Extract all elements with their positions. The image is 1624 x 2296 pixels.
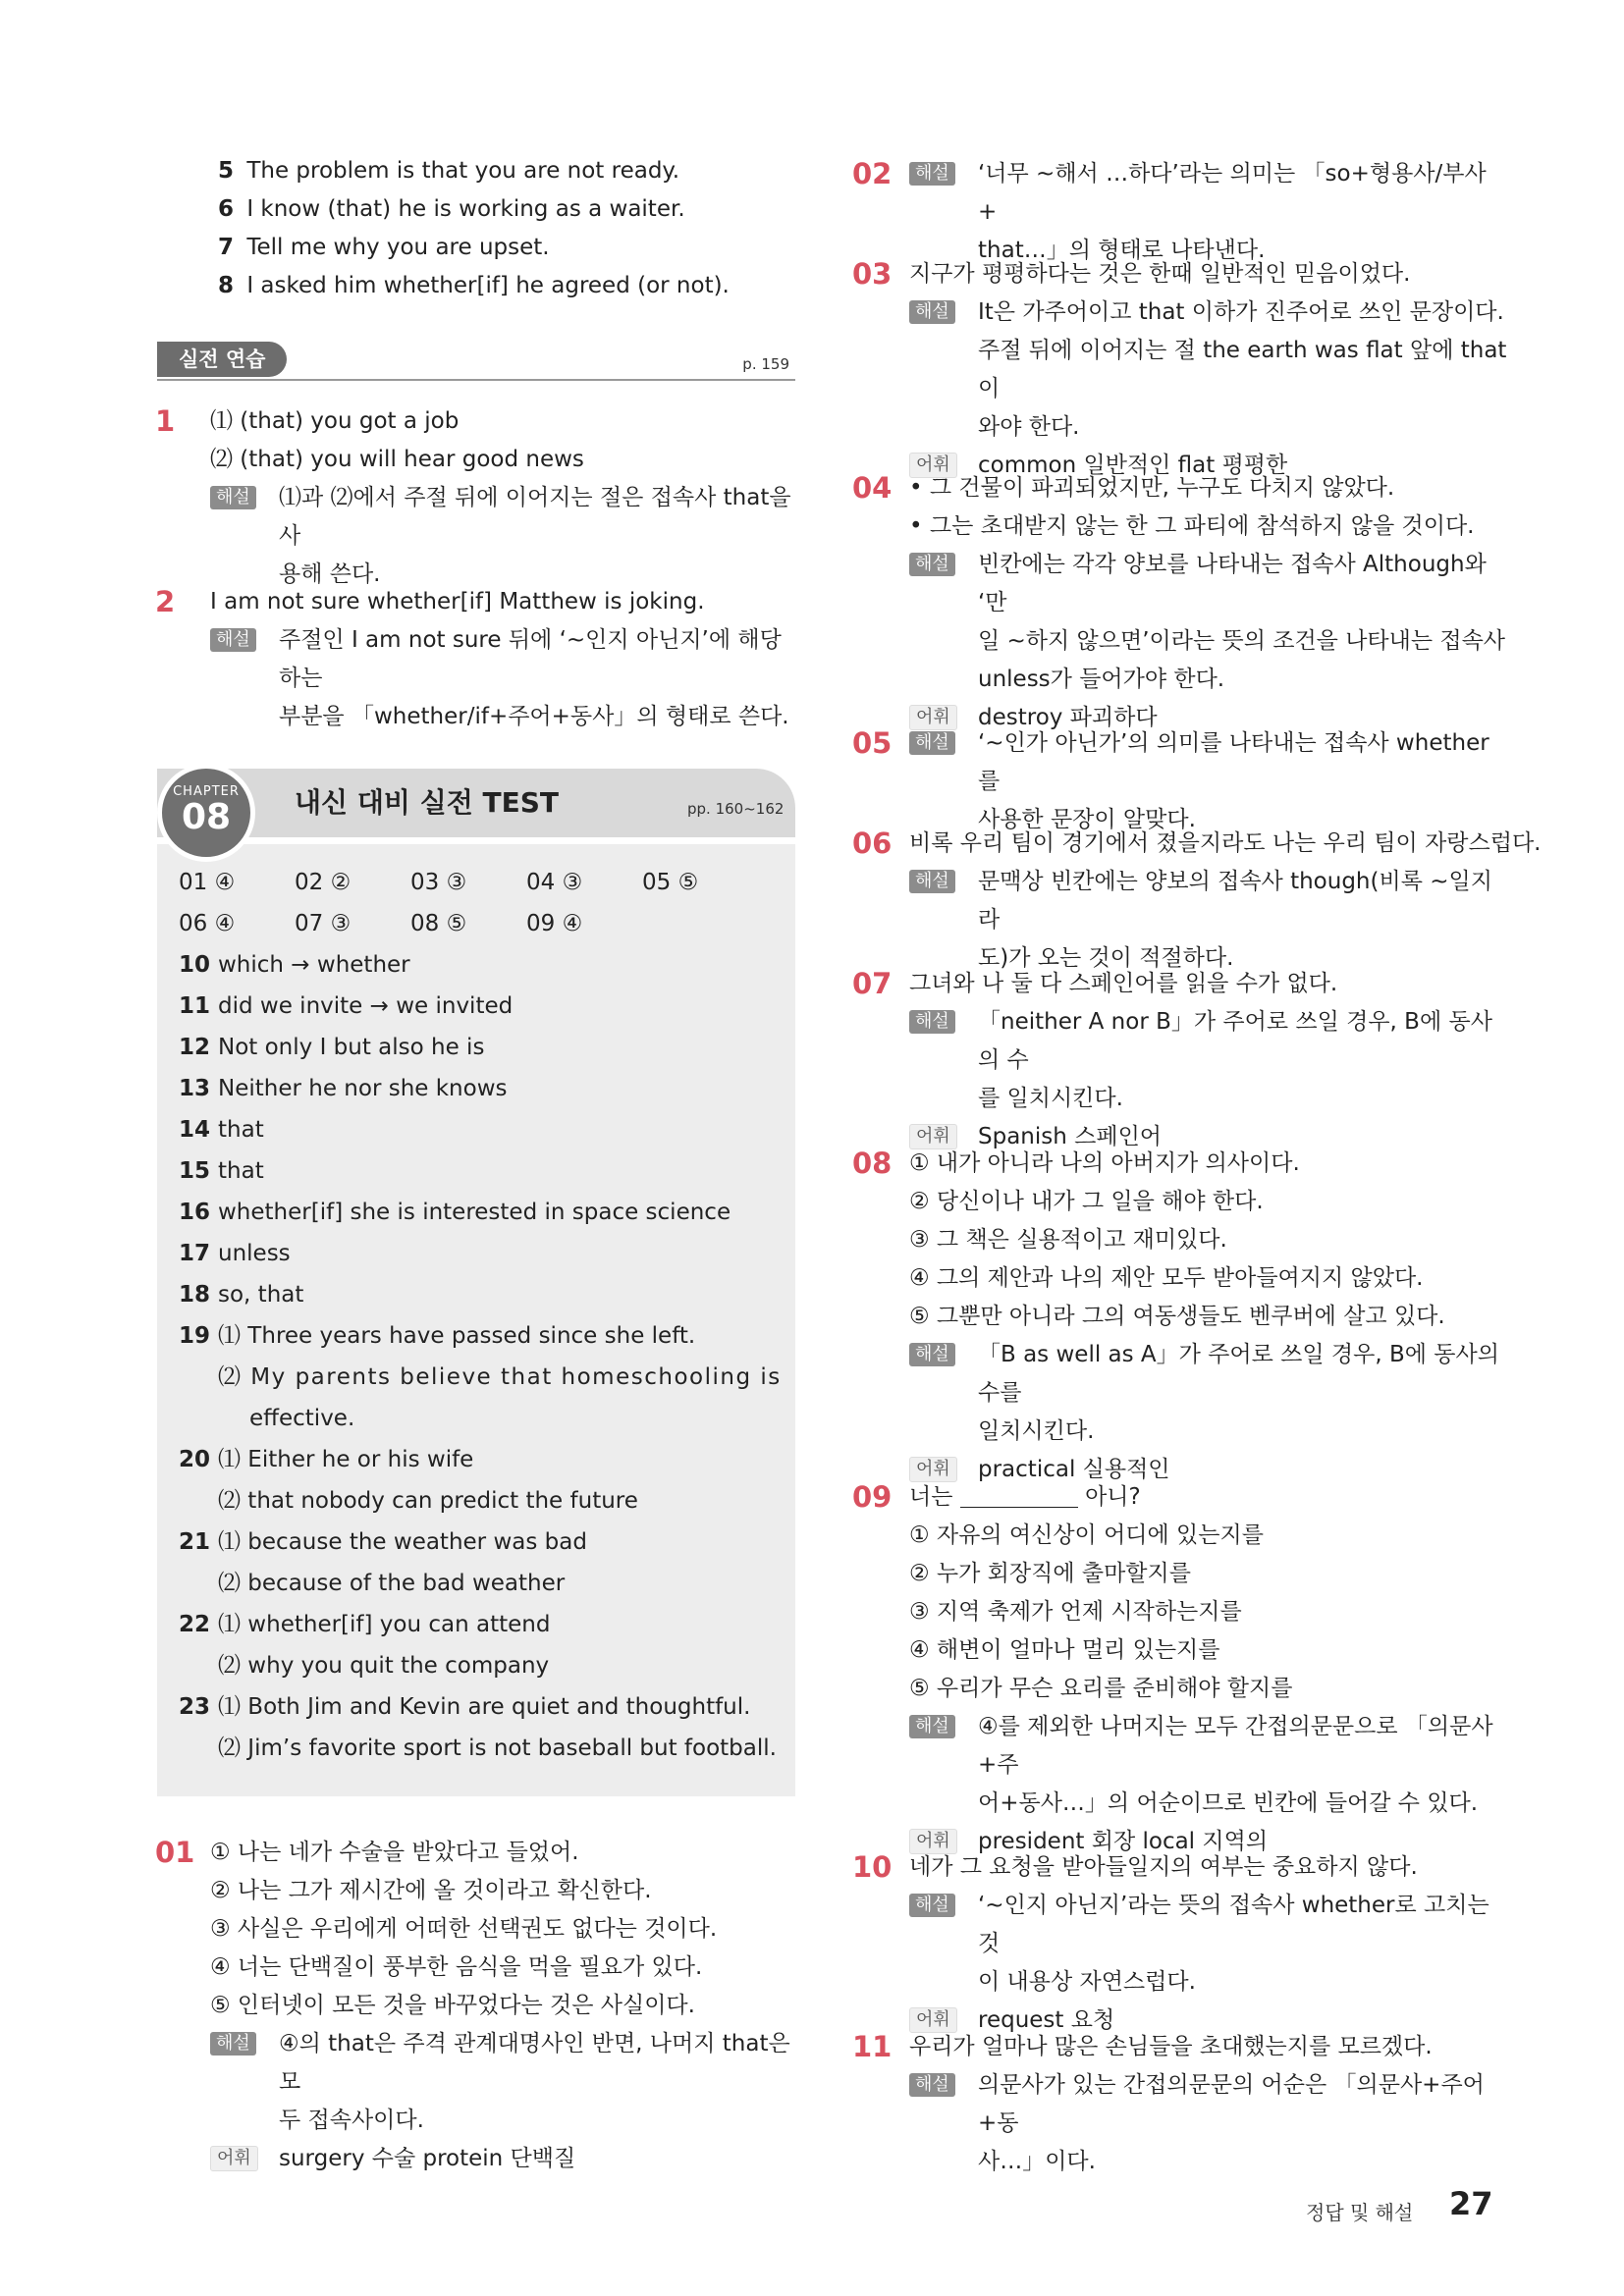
q07-exp: 「neither A nor B」가 주어로 쓰일 경우, B에 동사의 수 [978, 1009, 1492, 1073]
answer-row: 16 whether[if] she is interested in space science [179, 1200, 731, 1225]
q01-exp-cont: 두 접속사이다. [279, 2108, 424, 2133]
answer-cell: 01 ④ [179, 870, 236, 895]
q04-sentence: • 그 건물이 파괴되었지만, 누구도 다치지 않았다. [909, 475, 1395, 501]
q11-number: 11 [852, 2030, 893, 2063]
q05-exp-cont: 사용한 문장이 알맞다. [978, 807, 1196, 832]
answer-row: effective. [249, 1406, 355, 1431]
q04-sentence: • 그는 초대받지 않는 한 그 파티에 참석하지 않을 것이다. [909, 513, 1475, 539]
answer-cell: 08 ⑤ [410, 911, 467, 936]
q08-choice: ② 당신이나 내가 그 일을 해야 한다. [909, 1189, 1264, 1214]
q09-choice: ② 누가 회장직에 출마할지를 [909, 1561, 1191, 1586]
q09-block [909, 1478, 1508, 1861]
q10-exp-cont: 이 내용상 자연스럽다. [978, 1969, 1196, 1995]
page-number: 27 [1449, 2185, 1493, 2222]
answer-row: 12 Not only I but also he is [179, 1035, 485, 1060]
practice-q2-exp: 주절인 I am not sure 뒤에 ‘~인지 아닌지’에 해당하는 [279, 627, 782, 691]
explanation-tag: 해설 [909, 731, 955, 755]
explanation-tag: 해설 [210, 486, 256, 509]
practice-q2-a: I am not sure whether[if] Matthew is joking. [210, 589, 705, 614]
q11-exp-cont: 사…」이다. [978, 2149, 1096, 2174]
answer-row: ⑵ that nobody can predict the future [218, 1488, 638, 1514]
q09-sentence: 너는 아니? [909, 1484, 1141, 1510]
q03-block [909, 255, 1508, 485]
q04-exp: 빈칸에는 각각 양보를 나타내는 접속사 Although와 ‘만 [978, 552, 1487, 615]
left-top-lines [218, 152, 730, 305]
answer-row: 13 Neither he nor she knows [179, 1076, 508, 1101]
q10-exp: ‘~인지 아닌지’라는 뜻의 접속사 whether로 고치는 것 [978, 1893, 1489, 1956]
practice-q2 [210, 583, 799, 736]
practice-page-ref: p. 159 [742, 355, 789, 373]
q09-choice: ① 자유의 여신상이 어디에 있는지를 [909, 1522, 1264, 1548]
q01-choice: ② 나는 그가 제시간에 올 것이라고 확신한다. [210, 1878, 652, 1903]
explanation-tag: 해설 [909, 870, 955, 893]
answer-cell: 05 ⑤ [642, 870, 699, 895]
q01-block [210, 1834, 799, 2178]
q04-block [909, 469, 1508, 737]
explanation-tag: 해설 [909, 162, 955, 186]
q03-vocab: common 일반적인 flat 평평한 [978, 453, 1288, 478]
vocab-tag: 어휘 [909, 1829, 957, 1854]
answer-grid-row [179, 862, 768, 903]
answer-row: 11 did we invite → we invited [179, 993, 514, 1019]
chapter-badge [157, 764, 255, 862]
practice-q1-b: ⑵ (that) you will hear good news [210, 447, 584, 472]
vocab-tag: 어휘 [909, 453, 957, 478]
q09-choice: ④ 해변이 얼마나 멀리 있는지를 [909, 1637, 1220, 1663]
q09-exp-cont: 어+동사…」의 어순이므로 빈칸에 들어갈 수 있다. [978, 1790, 1479, 1816]
answer-cell: 02 ② [295, 870, 352, 895]
q09-exp: ④를 제외한 나머지는 모두 간접의문문으로 「의문사+주 [978, 1714, 1493, 1778]
answer-cell: 07 ③ [295, 911, 352, 936]
vocab-tag: 어휘 [909, 1457, 957, 1482]
q08-choice: ④ 그의 제안과 나의 제안 모두 받아들여지지 않았다. [909, 1265, 1424, 1291]
q10-block [909, 1848, 1508, 2040]
answer-blank [960, 1483, 1078, 1508]
practice-q1-exp-cont: 용해 쓴다. [279, 561, 381, 587]
answer-row: ⑵ Jim’s favorite sport is not baseball but football. [218, 1735, 777, 1761]
q07-number: 07 [852, 967, 893, 1000]
vocab-tag: 어휘 [909, 1124, 957, 1149]
q06-number: 06 [852, 827, 893, 860]
chapter-number: 08 [181, 797, 232, 837]
answer-row: 10 which → whether [179, 952, 410, 978]
answer-row: 14 that [179, 1117, 264, 1143]
explanation-tag: 해설 [909, 2073, 955, 2097]
q01-vocab: surgery 수술 protein 단백질 [279, 2146, 576, 2171]
answer-row: ⑵ My parents believe that homeschooling is [218, 1364, 782, 1390]
q03-exp-cont: 주절 뒤에 이어지는 절 the earth was flat 앞에 that이 [978, 338, 1507, 401]
q08-choice: ③ 그 책은 실용적이고 재미있다. [909, 1227, 1227, 1253]
practice-q2-exp-cont: 부분을 「whether/if+주어+동사」의 형태로 쓴다. [279, 704, 789, 729]
q08-exp: 「B as well as A」가 주어로 쓰일 경우, B에 동사의 수를 [978, 1342, 1499, 1406]
explanation-tag: 해설 [909, 1010, 955, 1034]
practice-q1-number: 1 [155, 404, 176, 438]
q10-sentence: 네가 그 요청을 받아들일지의 여부는 중요하지 않다. [909, 1854, 1418, 1880]
answer-cell: 03 ③ [410, 870, 467, 895]
answer-line: 8 I asked him whether[if] he agreed (or not). [218, 273, 730, 298]
chapter-label: CHAPTER [173, 784, 240, 799]
answer-grid-row [179, 903, 768, 944]
q02-exp-cont: that…」의 형태로 나타낸다. [978, 238, 1266, 263]
answer-line: 6 I know (that) he is working as a waiter. [218, 196, 685, 222]
q04-vocab: destroy 파괴하다 [978, 705, 1158, 730]
practice-badge: 실전 연습 [157, 342, 287, 377]
q05-exp: ‘~인가 아닌가’의 의미를 나타내는 접속사 whether를 [978, 730, 1489, 794]
q05-block [909, 724, 1508, 839]
q06-exp: 문맥상 빈칸에는 양보의 접속사 though(비록 ~일지라 [978, 869, 1492, 933]
q06-sentence: 비록 우리 팀이 경기에서 졌을지라도 나는 우리 팀이 자랑스럽다. [909, 830, 1542, 856]
footer-section-label: 정답 및 해설 [1306, 2201, 1414, 2224]
answer-row: 17 unless [179, 1241, 291, 1266]
answer-grid [179, 862, 768, 944]
q01-exp: ④의 that은 주격 관계대명사인 반면, 나머지 that은 모 [279, 2031, 790, 2095]
explanation-tag: 해설 [909, 1715, 955, 1738]
answer-list [179, 944, 782, 1769]
q09-choice: ⑤ 우리가 무슨 요리를 준비해야 할지를 [909, 1676, 1293, 1701]
answer-row: ⑵ because of the bad weather [218, 1571, 566, 1596]
q01-number: 01 [155, 1836, 195, 1869]
test-title: 내신 대비 실전 TEST [295, 786, 560, 819]
explanation-tag: 해설 [909, 1894, 955, 1917]
q05-number: 05 [852, 726, 893, 760]
vocab-tag: 어휘 [909, 705, 957, 730]
q03-sentence: 지구가 평평하다는 것은 한때 일반적인 믿음이었다. [909, 261, 1411, 287]
q08-exp-cont: 일치시킨다. [978, 1418, 1095, 1444]
q02-number: 02 [852, 157, 893, 190]
practice-section-header [157, 342, 795, 381]
vocab-tag: 어휘 [909, 2007, 957, 2033]
q09-choice: ③ 지역 축제가 언제 시작하는지를 [909, 1599, 1242, 1625]
answer-line: 5 The problem is that you are not ready. [218, 158, 680, 184]
answer-line: 7 Tell me why you are upset. [218, 235, 550, 260]
q04-exp-cont: unless가 들어가야 한다. [978, 667, 1225, 692]
answer-cell: 09 ④ [526, 911, 583, 936]
vocab-tag: 어휘 [210, 2146, 258, 2171]
q11-exp: 의문사가 있는 간접의문문의 어순은 「의문사+주어+동 [978, 2072, 1485, 2136]
q09-vocab: president 회장 local 지역의 [978, 1829, 1269, 1854]
q01-choice: ④ 너는 단백질이 풍부한 음식을 먹을 필요가 있다. [210, 1954, 703, 1980]
explanation-tag: 해설 [210, 628, 256, 652]
practice-q1-exp: ⑴과 ⑵에서 주절 뒤에 이어지는 절은 접속사 that을 사 [279, 485, 791, 549]
explanation-tag: 해설 [909, 300, 955, 324]
q01-choice: ③ 사실은 우리에게 어떠한 선택권도 없다는 것이다. [210, 1916, 718, 1942]
answer-row: 20 ⑴ Either he or his wife [179, 1447, 474, 1472]
answer-row: ⑵ why you quit the company [218, 1653, 550, 1679]
q08-vocab: practical 실용적인 [978, 1457, 1170, 1482]
answer-cell: 06 ④ [179, 911, 236, 936]
answer-row: 18 so, that [179, 1282, 304, 1308]
explanation-tag: 해설 [909, 1343, 955, 1366]
explanation-tag: 해설 [210, 2032, 256, 2056]
q07-exp-cont: 를 일치시킨다. [978, 1086, 1123, 1111]
q10-vocab: request 요청 [978, 2007, 1115, 2033]
q07-block [909, 965, 1508, 1156]
q07-vocab: Spanish 스페인어 [978, 1124, 1163, 1149]
q02-exp: ‘너무 ~해서 …하다’라는 의미는 「so+형용사/부사+ [978, 161, 1487, 225]
practice-q2-number: 2 [155, 585, 176, 618]
q04-exp-cont: 일 ~하지 않으면’이라는 뜻의 조건을 나타내는 접속사 [978, 628, 1506, 654]
q06-block [909, 825, 1542, 978]
answer-row: 22 ⑴ whether[if] you can attend [179, 1612, 551, 1637]
answer-row: 19 ⑴ Three years have passed since she left. [179, 1323, 696, 1349]
test-page-ref: pp. 160~162 [687, 800, 785, 818]
answer-cell: 04 ③ [526, 870, 583, 895]
q06-exp-cont: 도)가 오는 것이 적절하다. [978, 945, 1234, 971]
q08-number: 08 [852, 1147, 893, 1180]
explanation-tag: 해설 [909, 553, 955, 576]
q07-sentence: 그녀와 나 둘 다 스페인어를 읽을 수가 없다. [909, 971, 1338, 996]
q09-number: 09 [852, 1480, 893, 1514]
answer-row: 21 ⑴ because the weather was bad [179, 1529, 587, 1555]
answer-row: 23 ⑴ Both Jim and Kevin are quiet and thoughtful. [179, 1694, 751, 1720]
q08-choice: ① 내가 아니라 나의 아버지가 의사이다. [909, 1150, 1300, 1176]
q11-sentence: 우리가 얼마나 많은 손님들을 초대했는지를 모르겠다. [909, 2034, 1433, 2059]
q01-choice: ① 나는 네가 수술을 받았다고 들었어. [210, 1840, 579, 1865]
q01-choice: ⑤ 인터넷이 모든 것을 바꾸었다는 것은 사실이다. [210, 1993, 695, 2018]
q08-choice: ⑤ 그뿐만 아니라 그의 여동생들도 벤쿠버에 살고 있다. [909, 1304, 1445, 1329]
q02-block [909, 155, 1498, 270]
q10-number: 10 [852, 1850, 893, 1884]
practice-q1 [210, 402, 799, 594]
answer-row: 15 that [179, 1158, 264, 1184]
practice-q1-a: ⑴ (that) you got a job [210, 408, 460, 434]
q03-exp: It은 가주어이고 that 이하가 진주어로 쓰인 문장이다. [978, 299, 1504, 325]
q08-block [909, 1145, 1508, 1489]
q04-number: 04 [852, 471, 893, 505]
q03-exp-cont: 와야 한다. [978, 414, 1080, 440]
q03-number: 03 [852, 257, 893, 291]
q11-block [909, 2028, 1508, 2181]
